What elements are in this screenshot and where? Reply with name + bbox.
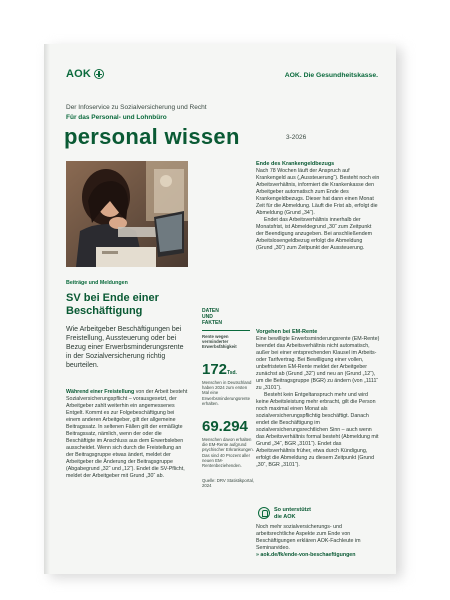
facts-source: Quelle: DRV Statistikportal, 2024 (202, 478, 254, 489)
magazine-cover (44, 44, 396, 574)
article-rubric: Beiträge und Meldungen (66, 280, 128, 286)
fact1-unit: Tsd. (227, 370, 237, 376)
fact1-text: Menschen in Deutschland haben 2024 zum ersten Mal eine Erwerbsminderungsrente erhalten. (202, 380, 252, 406)
facts-label: Rente wegen verminderter Erwerbsfähigkeit (202, 334, 237, 349)
facts-title (202, 308, 254, 326)
article-body-left (66, 389, 190, 480)
facts-divider (202, 330, 250, 331)
hint-title (274, 507, 311, 521)
magazine-title: personal wissen (64, 124, 240, 149)
body-intro-text: von der Arbeit besteht Sozialversicherungspflicht – vorausgesetzt, der Arbeitgeber zahlt weiterhin ein angemessenes Entgelt. Kommt es zur Folgebeschäftigung bei einem anderen Arbeitgeber, gilt der allgemeine Beitragssatz. In seltenen Fällen gilt der ermäßigte Beitragssatz, nämlich, wenn der oder die Beschäftigte im Anschluss aus dem Erwerbsleben ausscheidet. Wenn sich durch die Freistellung an der Beitragsgruppe etwas ändert, meldet der Arbeitgeber die Änderung der Beitragsgruppe (Abgabegrund „32“ und „12“). Endet die SV-Pflicht, meldet der Arbeitgeber mit Grund „30“ ab. (66, 389, 188, 479)
aok-tree-icon (94, 69, 104, 79)
fact1-number: 172 (202, 361, 228, 378)
krankengeld-para-2: Endet das Arbeitsverhältnis innerhalb der Monatsfrist, ist Abmeldegrund „30“ zum Zeitpunkt der Beendigung anzugeben. Bei anschließendem Arbeitslosengeldbezug erfolgt die Abmeldung (Grund „30“) zum Zeitpunkt der Aussteuerung. (256, 217, 373, 251)
hint-title-line1: So unterstützt (274, 507, 311, 513)
right-column-krankengeld (256, 161, 380, 252)
body-intro-bold: Während einer Freistellung (66, 389, 135, 395)
section-head-krankengeld: Ende des Krankengeldbezugs (256, 161, 335, 167)
fact2-text: Menschen davon erhalten die EM-Rente aufgrund psychischer Erkrankungen. Das sind 40 Prozent aller neuen EM-Rentenbeziehenden. (202, 437, 254, 469)
article-lead: Wie Arbeitgeber Beschäftigungen bei Freistellung, Aussteuerung oder bei Bezug einer Erwerbsminderungsrente in der Sozialversicherung richtig beurteilen. (66, 326, 184, 369)
cover-photo (66, 161, 188, 267)
hint-title-line2: die AOK (274, 514, 296, 520)
em-rente-para-1: Eine bewilligte Erwerbsminderungsrente (EM-Rente) beendet das Arbeitsverhältnis nicht automatisch, außer bei einer entsprechenden Klausel im Arbeits- oder Tarifvertrag. Bei Bewilligung einer vollen, unbefristeten EM-Rente meldet der Arbeitgeber zunächst ab (Grund „32“) und neu an (Grund „12“), um die Beitragsgruppe (BGR) zu ändern (von „1111“ zu „3101“). (256, 336, 380, 391)
hint-link[interactable]: » aok.de/fk/ende-von-beschaeftigungen (256, 552, 356, 558)
hint-body: Noch mehr sozialversicherungs- und arbeitsrechtliche Aspekte zum Ende von Beschäftigungen erklären AOK-Fachleute im Seminarvideo. (256, 524, 361, 551)
right-column-em-rente (256, 329, 380, 469)
krankengeld-para-1: Nach 78 Wochen läuft der Anspruch auf Krankengeld aus („Aussteuerung“). Besteht noch ein Arbeitsverhältnis, informiert die Krankenkasse den Arbeitgeber automatisch zum Ende des Krankengeldbezugs. Dieser hat dann einen Monat Zeit für die Abmeldung. Läuft die Frist ab, erfolgt die Abmeldung (Grund „34“). (256, 168, 380, 216)
facts-box (202, 306, 254, 488)
facts-title-line3: FAKTEN (202, 320, 222, 326)
masthead-subtitle: Der Infoservice zu Sozialversicherung und Recht (66, 104, 207, 111)
support-icon (258, 507, 270, 519)
em-rente-para-2: Besteht kein Entgeltanspruch mehr und wird keine Arbeitsleistung mehr erbracht, gilt die Person noch maximal einen Monat als sozialversicherungspflichtig beschäftigt. Danach endet die Beschäftigung im sozialversicherungsrechtlichen Sinn – auch wenn das Arbeitsverhältnis formal besteht (Abmeldung mit Grund „34“, BGR „3101“). Endet das Arbeitsverhältnis früher, etwa durch Kündigung, erfolgt die Abmeldung zu diesem Zeitpunkt (Grund „30“, BGR „3101“). (256, 392, 379, 468)
fact2-value: 69.294 (202, 418, 248, 436)
issue-number: 3-2026 (286, 134, 307, 141)
facts-title-line2: UND (202, 314, 213, 320)
brand-tagline: AOK. Die Gesundheitskasse. (284, 72, 378, 79)
facts-title-line1: DATEN (202, 308, 219, 314)
masthead-audience: Für das Personal- und Lohnbüro (66, 114, 167, 121)
aok-logo (66, 68, 104, 80)
section-head-em-rente: Vorgehen bei EM-Rente (256, 329, 318, 335)
logo-text: AOK (66, 68, 92, 80)
woman-at-laptop-illustration (66, 161, 188, 267)
fact1-value (202, 361, 254, 378)
article-headline: SV bei Ende einer Beschäftigung (66, 292, 159, 317)
